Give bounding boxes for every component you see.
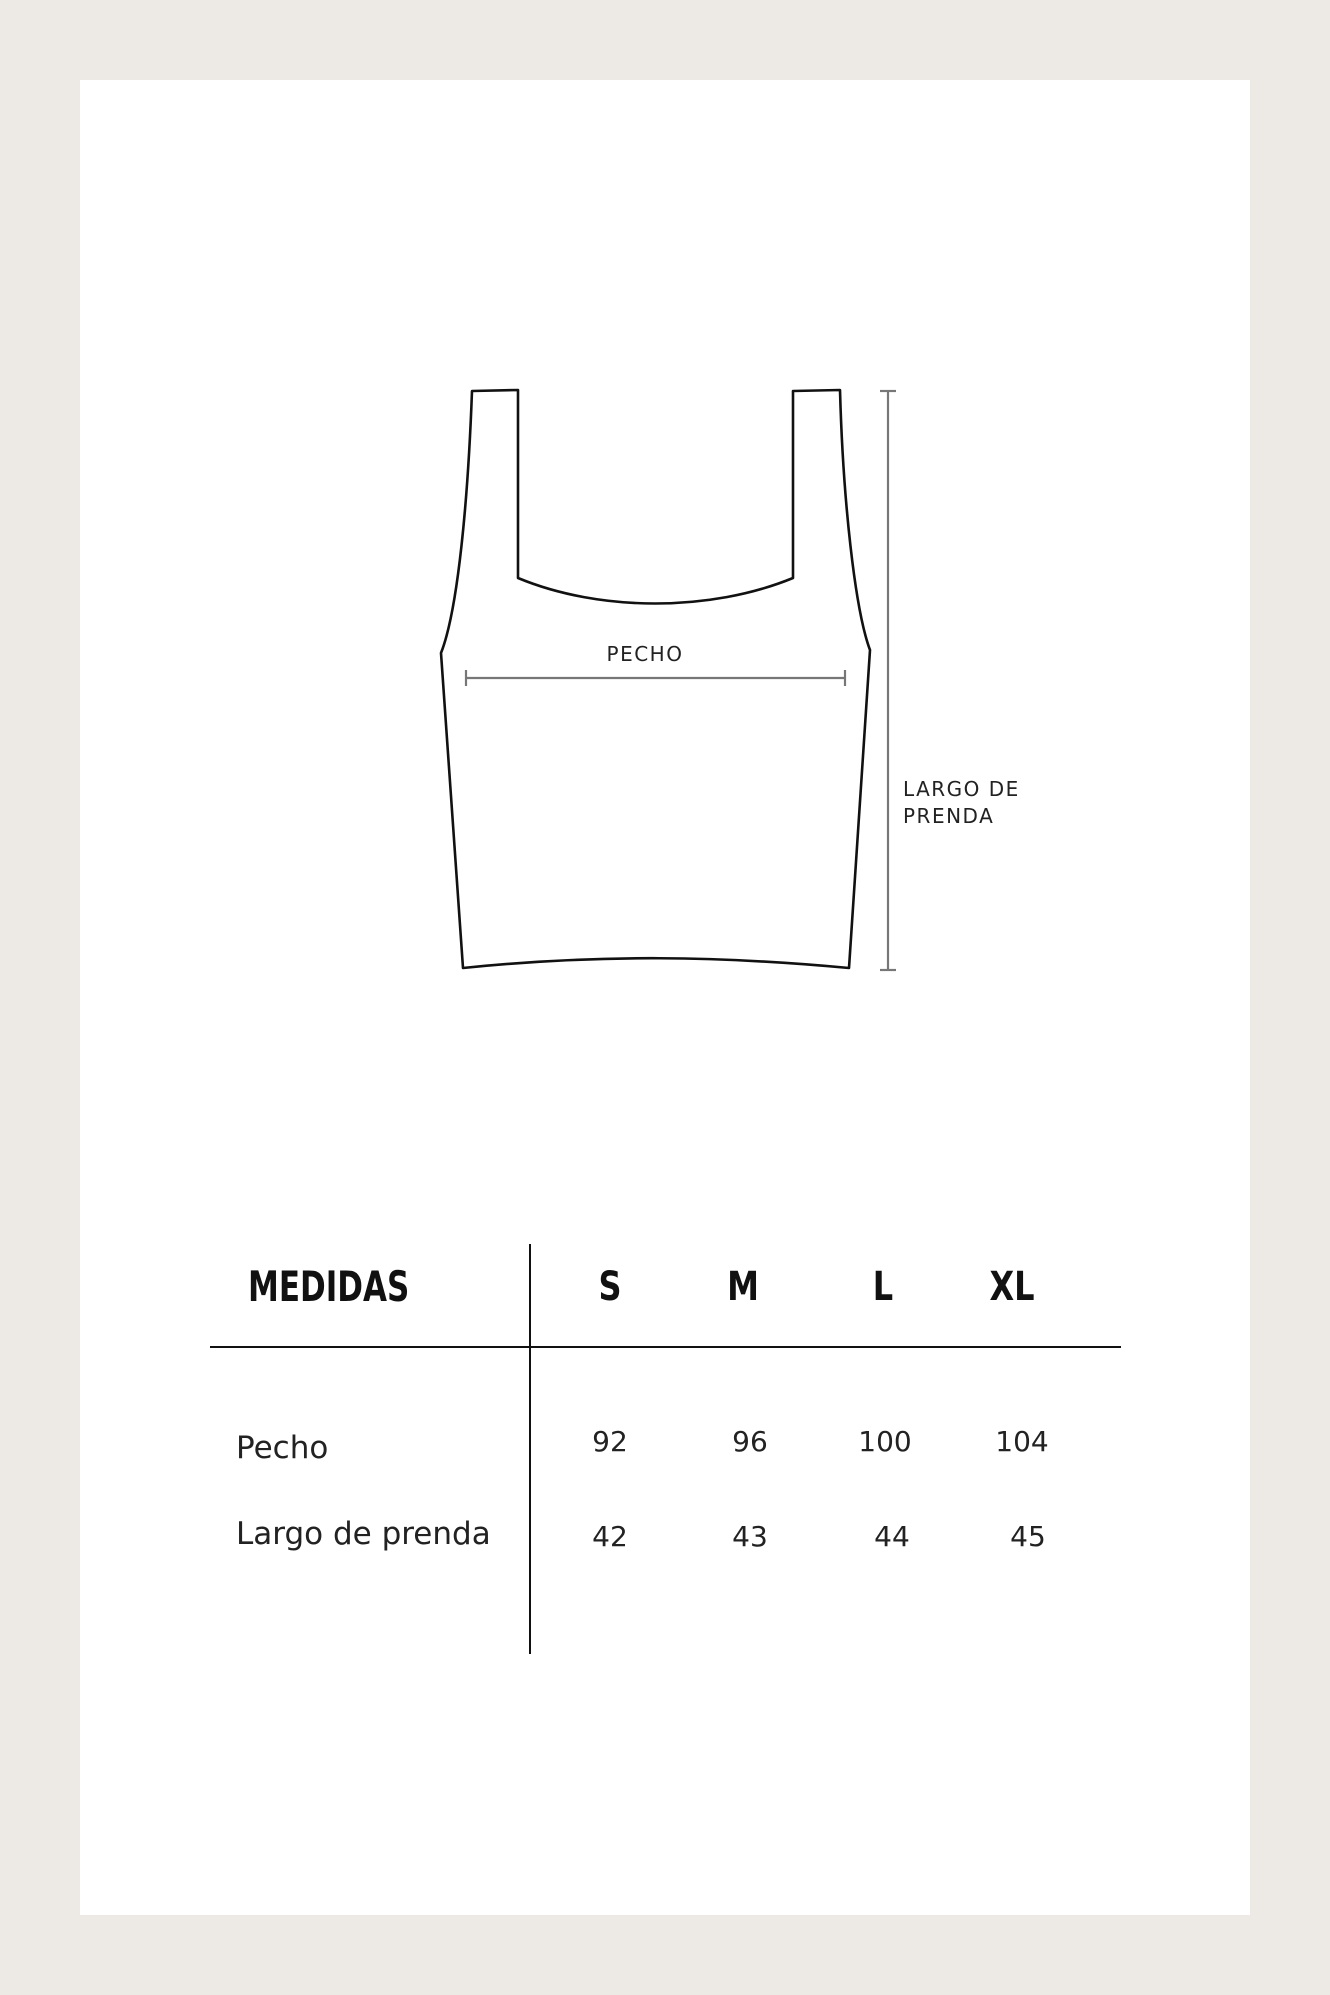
cell-largo-xl: 45 <box>1010 1520 1046 1553</box>
row-label-largo: Largo de prenda <box>236 1516 491 1552</box>
cell-largo-s: 42 <box>592 1520 628 1553</box>
row-label-pecho: Pecho <box>236 1430 329 1466</box>
cell-largo-l: 44 <box>874 1520 910 1553</box>
size-header-m: M <box>727 1264 759 1310</box>
cell-pecho-s: 92 <box>592 1425 628 1458</box>
length-measure-line <box>880 391 896 970</box>
size-header-l: L <box>872 1264 894 1310</box>
table-header-divider <box>210 1346 1121 1348</box>
length-label-line-2: PRENDA <box>903 804 995 828</box>
chest-measure-line <box>466 670 845 686</box>
cell-pecho-xl: 104 <box>995 1425 1049 1458</box>
cell-pecho-l: 100 <box>858 1425 912 1458</box>
length-label <box>903 776 1083 830</box>
table-title: MEDIDAS <box>248 1262 410 1311</box>
table-column-divider <box>529 1244 531 1654</box>
size-header-xl: XL <box>989 1264 1035 1310</box>
size-header-s: S <box>598 1264 622 1310</box>
cell-largo-m: 43 <box>732 1520 768 1553</box>
cell-pecho-m: 96 <box>732 1425 768 1458</box>
length-label-line-1: LARGO DE <box>903 777 1020 801</box>
chest-label: PECHO <box>606 642 684 666</box>
